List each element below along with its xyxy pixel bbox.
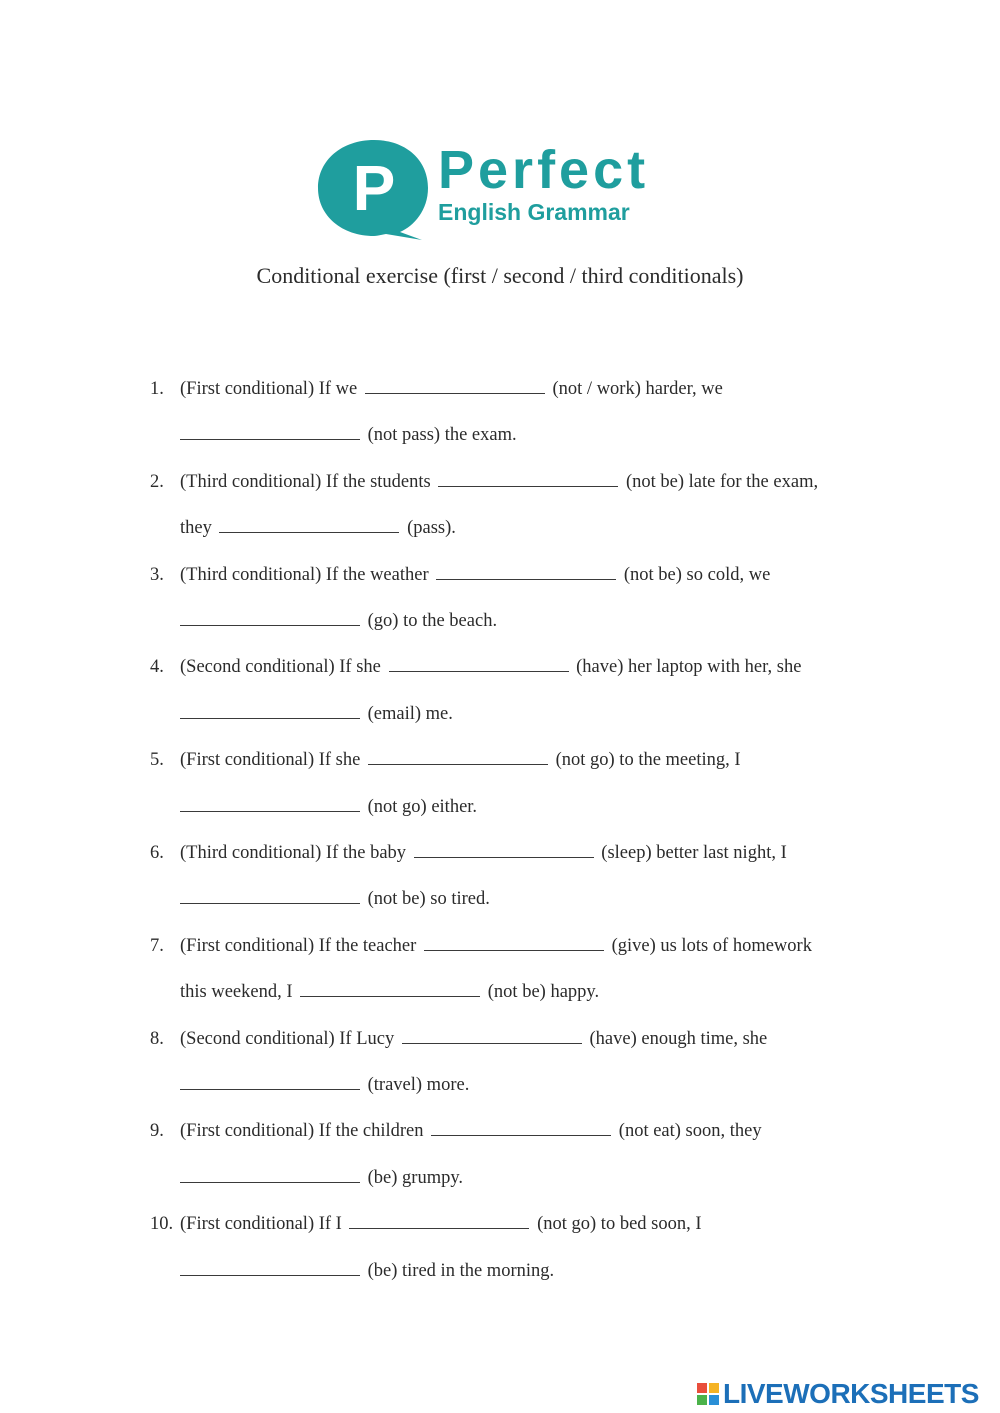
- exercise-item: [148, 830, 868, 923]
- answer-blank[interactable]: [389, 656, 569, 672]
- exercise-item: [148, 552, 868, 645]
- exercise-line-2: they (pass).: [180, 518, 456, 539]
- exercise-number: 3.: [150, 564, 164, 585]
- answer-blank[interactable]: [180, 424, 360, 440]
- logo-square-blue: [709, 1395, 719, 1405]
- answer-blank[interactable]: [300, 981, 480, 997]
- exercise-line-1: (First conditional) If she (not go) to the meeting, I: [180, 750, 741, 771]
- exercise-list: [148, 366, 868, 1294]
- exercise-line-1: (First conditional) If I (not go) to bed soon, I: [180, 1214, 702, 1235]
- exercise-number: 8.: [150, 1028, 164, 1049]
- answer-blank[interactable]: [180, 1074, 360, 1090]
- exercise-number: 10.: [150, 1214, 174, 1235]
- exercise-line-1: (Second conditional) If Lucy (have) enough time, she: [180, 1028, 768, 1049]
- liveworksheets-logo-icon: [697, 1383, 719, 1405]
- answer-blank[interactable]: [402, 1028, 582, 1044]
- logo-square-green: [697, 1395, 707, 1405]
- answer-blank[interactable]: [436, 564, 616, 580]
- exercise-line-2: (not go) either.: [180, 784, 477, 830]
- exercise-number: 7.: [150, 935, 164, 956]
- answer-blank[interactable]: [368, 749, 548, 765]
- exercise-line-1: (Third conditional) If the students (not be) late for the exam,: [180, 471, 819, 492]
- exercise-line-1: (First conditional) If the children (not eat) soon, they: [180, 1121, 762, 1142]
- answer-blank[interactable]: [180, 703, 360, 719]
- exercise-line-2: this weekend, I (not be) happy.: [180, 982, 600, 1003]
- exercise-item: [148, 1016, 868, 1109]
- exercise-number: 4.: [150, 657, 164, 678]
- answer-blank[interactable]: [219, 517, 399, 533]
- exercise-line-2: (be) grumpy.: [180, 1155, 463, 1201]
- exercise-item: [148, 1108, 868, 1201]
- exercise-number: 9.: [150, 1121, 164, 1142]
- answer-blank[interactable]: [180, 1167, 360, 1183]
- exercise-line-1: (Third conditional) If the weather (not be) so cold, we: [180, 564, 771, 585]
- answer-blank[interactable]: [365, 378, 545, 394]
- logo-square-red: [697, 1383, 707, 1393]
- liveworksheets-watermark: [697, 1377, 979, 1411]
- logo: [316, 138, 686, 242]
- logo-square-yellow: [709, 1383, 719, 1393]
- exercise-line-2: (email) me.: [180, 691, 453, 737]
- exercise-number: 1.: [150, 379, 164, 399]
- exercise-line-1: (Second conditional) If she (have) her laptop with her, she: [180, 657, 802, 678]
- exercise-number: 5.: [150, 750, 164, 771]
- logo-subtitle: English Grammar: [438, 199, 630, 225]
- answer-blank[interactable]: [180, 796, 360, 812]
- answer-blank[interactable]: [349, 1213, 529, 1229]
- exercise-line-1: (First conditional) If we (not / work) harder, we: [180, 379, 723, 399]
- logo-word: Perfect: [438, 140, 650, 200]
- logo-mark-letter: P: [352, 152, 396, 224]
- answer-blank[interactable]: [180, 1260, 360, 1276]
- exercise-item: [148, 644, 868, 737]
- answer-blank[interactable]: [438, 471, 618, 487]
- exercise-number: 2.: [150, 471, 164, 492]
- answer-blank[interactable]: [180, 888, 360, 904]
- logo-speech-bubble-icon: [316, 138, 436, 242]
- exercise-line-1: (First conditional) If the teacher (give) us lots of homework: [180, 935, 812, 956]
- answer-blank[interactable]: [424, 935, 604, 951]
- exercise-item: [148, 1201, 868, 1294]
- exercise-item: [148, 923, 868, 1016]
- watermark-text: LIVEWORKSHEETS: [723, 1378, 979, 1409]
- exercise-line-2: (not be) so tired.: [180, 876, 490, 922]
- exercise-item: [148, 366, 868, 459]
- exercise-line-1: (Third conditional) If the baby (sleep) better last night, I: [180, 842, 787, 863]
- exercise-line-2: (go) to the beach.: [180, 598, 497, 644]
- answer-blank[interactable]: [414, 842, 594, 858]
- exercise-number: 6.: [150, 842, 164, 863]
- answer-blank[interactable]: [431, 1120, 611, 1136]
- page-title: Conditional exercise (first / second / third conditionals): [256, 263, 744, 288]
- exercise-line-2: (not pass) the exam.: [180, 412, 517, 458]
- exercise-line-2: (be) tired in the morning.: [180, 1248, 554, 1294]
- answer-blank[interactable]: [180, 610, 360, 626]
- exercise-item: [148, 459, 868, 552]
- exercise-item: [148, 737, 868, 830]
- exercise-line-2: (travel) more.: [180, 1062, 469, 1108]
